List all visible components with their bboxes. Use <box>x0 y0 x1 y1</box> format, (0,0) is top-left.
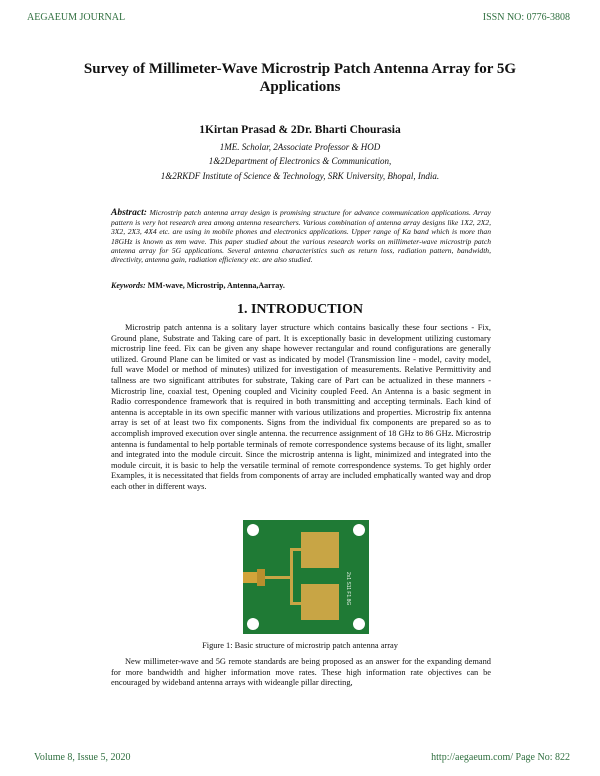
abstract-block <box>111 208 491 264</box>
mount-hole-top-right <box>353 524 365 536</box>
mount-hole-bottom-left <box>247 618 259 630</box>
volume-issue: Volume 8, Issue 5, 2020 <box>34 752 131 763</box>
intro-paragraph-1: Microstrip patch antenna is a solitary layer structure which contains basically these four sections - Fix, Ground plane, Substrate and Taking care of part. It is exceptionally basic in development utilizing customary microstrip line feed. Fix can be given any shape however rectangular and round configurations are generally utilized. Ground Plane can be limited or vast as indicated by model (Transmission line - model, cavity model, full wave Model or method of minutes) utilized for investigation of measurements. Relative Permittivity and tallness are two significant attributes for substrate, Taking care of Part can be actualized in these manners - Microstrip line, coaxial test, Opening coupled and Vicinity coupled Feed. An Antenna is a basic segment in Radio correspondence framework that is required in both transmitting and accepting terminals. Each kind of antenna is acceptable in its own specific manner with various utilizations and properties. Microstrip fix antenna array is set of at least two fix components. Signs from the individual fix components are prepared so as to accomplish improved execution over single antenna. the recurrence assignment of 18 GHz to 86 GHz. Microstrip antenna is fundamental to help portable terminals of remote correspondence systems because of its light, smaller and integrated into the module circuit. Since the microstrip antenna is light, minimized and integrated into the module circuit, it is basic to help the versatile terminal of remote correspondence systems. To get highly order Examples, it is necessitated that fields from components of array are included emphatically wanted way and drop each other in different ways. <box>111 323 491 491</box>
patch-element-top <box>301 532 339 568</box>
section-heading: 1. INTRODUCTION <box>236 302 363 317</box>
sma-connector <box>243 572 257 583</box>
keywords-text: MM-wave, Microstrip, Antenna,Aarray. <box>145 281 285 290</box>
mount-hole-bottom-right <box>353 618 365 630</box>
board-label: 2x1 S11 F1.8G <box>345 572 351 606</box>
paper-title: Survey of Millimeter-Wave Microstrip Patch Antenna Array for 5G Applications <box>83 61 517 95</box>
antenna-array-figure <box>243 520 369 634</box>
patch-element-bottom <box>301 584 339 620</box>
abstract-label: Abstract: <box>111 208 147 218</box>
keywords-label: Keywords: <box>111 281 146 290</box>
figure-caption: Figure 1: Basic structure of microstrip patch antenna array <box>202 641 398 650</box>
author-line: 1Kirtan Prasad & 2Dr. Bharti Chourasia <box>199 124 401 136</box>
feed-line-main <box>265 576 292 579</box>
mount-hole-top-left <box>247 524 259 536</box>
affiliation-institute: 1&2RKDF Institute of Science & Technology, SRK University, Bhopal, India. <box>160 171 440 181</box>
journal-name: AEGAEUM JOURNAL <box>27 12 126 23</box>
issn-number: ISSN NO: 0776-3808 <box>482 12 570 23</box>
url-page-number: http://aegaeum.com/ Page No: 822 <box>431 752 570 763</box>
keywords-block <box>111 281 491 290</box>
antenna-board-image <box>243 520 369 634</box>
intro-paragraph-2: New millimeter-wave and 5G remote standards are being proposed as an answer for the expanding demand for more bandwidth and higher information move rates. These high information rate objectives can be encouraged by wideband antenna arrays with wideangle pillar directing, <box>111 657 491 688</box>
abstract-text: Microstrip patch antenna array design is promising structure for advance communication applications. Array pattern is very hot research area among antenna researchers. Various combination of antenna array designs like 1X2, 2X2, 3X2, 2X3, 4X4 etc. are using in mobile phones and electronics applications. Upper range of Ka band which is more than 18GHz is known as mm wave. This paper studied about the various research works on millimeter-wave microstrip patch antenna array for 5G applications. Several antenna characteristics such as return loss, radiation pattern, bandwidth, directivity, antenna gain, radiation efficiency etc. are also studied. <box>111 208 491 265</box>
sma-connector-flange <box>257 569 265 586</box>
affiliation-department: 1&2Department of Electronics & Communication, <box>208 156 392 166</box>
affiliation-roles: 1ME. Scholar, 2Associate Professor & HOD <box>219 142 381 152</box>
